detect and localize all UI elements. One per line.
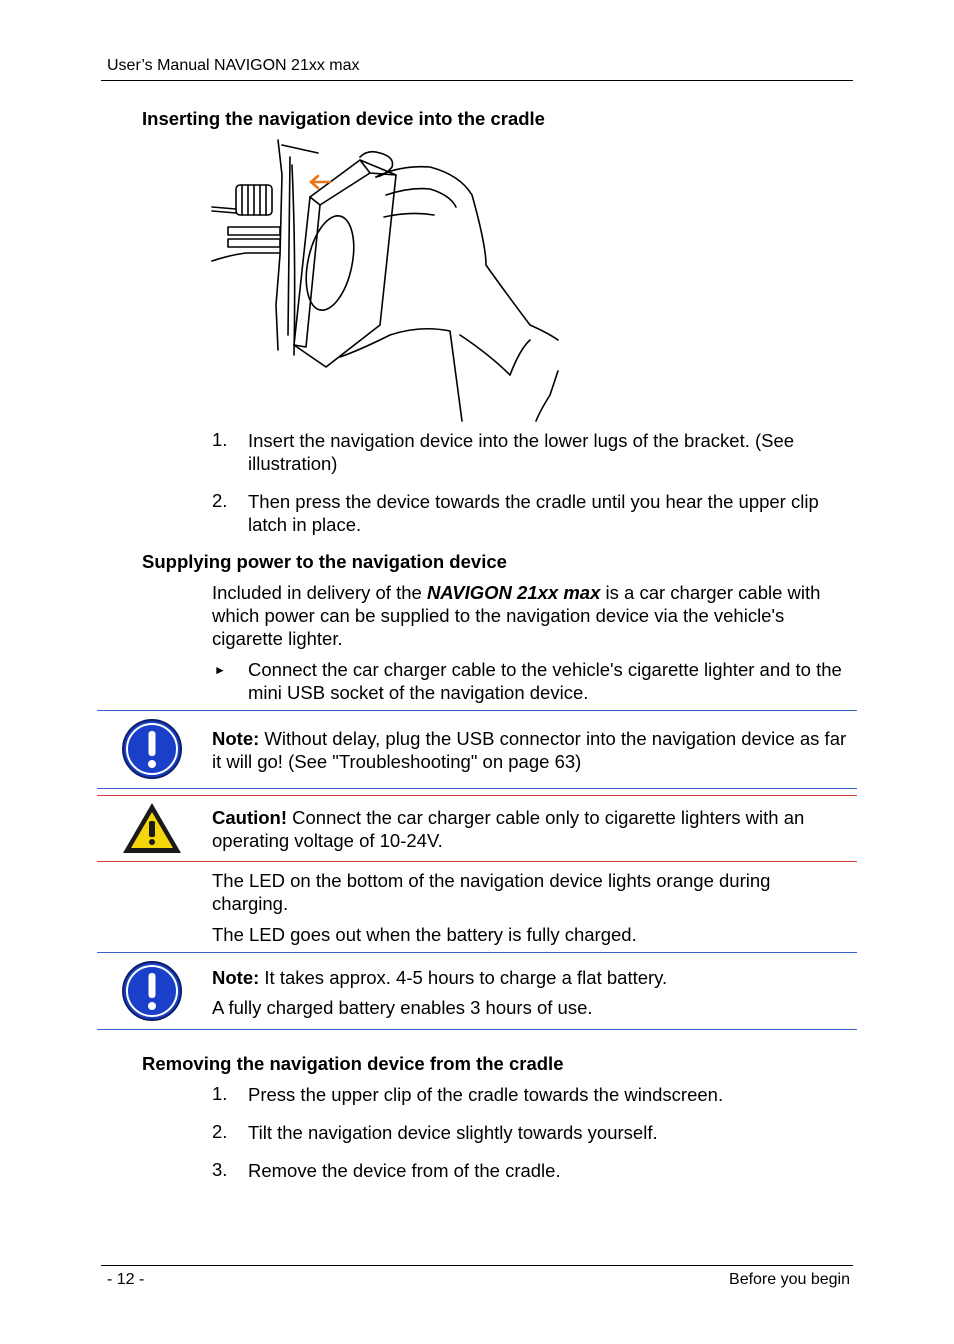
step-number: 1. <box>212 1083 228 1104</box>
step-text: Press the upper clip of the cradle towards the windscreen. <box>248 1084 724 1105</box>
warning-triangle-icon <box>120 800 184 856</box>
running-header: User’s Manual NAVIGON 21xx max <box>107 57 360 74</box>
bullet-text: Connect the car charger cable to the vehicle's cigarette lighter and to the mini USB socket of the navigation device. <box>248 659 842 703</box>
step-number: 1. <box>212 429 228 450</box>
chapter-title: Before you begin <box>729 1271 850 1288</box>
step-text: Then press the device towards the cradle until you hear the upper clip latch in place. <box>248 491 819 535</box>
bullet-arrow-icon: ► <box>214 663 226 677</box>
led-paragraph-1: The LED on the bottom of the navigation device lights orange during charging. <box>212 870 771 914</box>
note-paragraph-2: A fully charged battery enables 3 hours of use. <box>212 997 593 1018</box>
step-number: 3. <box>212 1159 228 1180</box>
caution-text: Caution! Connect the car charger cable only to cigarette lighters with an operating voltage of 10-24V. <box>212 807 805 851</box>
step-number: 2. <box>212 1121 228 1142</box>
caution-rule-top <box>97 795 857 796</box>
cradle-insertion-illustration <box>210 135 562 425</box>
footer-rule <box>101 1265 853 1266</box>
note-text: Note: Without delay, plug the USB connector into the navigation device as far it will go! (See "Troubleshooting" on page 63) <box>212 728 847 772</box>
led-paragraph-2: The LED goes out when the battery is fully charged. <box>212 924 637 945</box>
step-text: Insert the navigation device into the lower lugs of the bracket. (See illustration) <box>248 430 795 474</box>
section-heading-inserting: Inserting the navigation device into the cradle <box>142 108 545 129</box>
note-text: Note: It takes approx. 4-5 hours to charge a flat battery. <box>212 967 668 988</box>
note-rule-top <box>97 710 857 711</box>
step-text: Remove the device from of the cradle. <box>248 1160 561 1181</box>
section-heading-power: Supplying power to the navigation device <box>142 551 507 572</box>
exclamation-circle-icon <box>121 960 183 1022</box>
step-text: Tilt the navigation device slightly towards yourself. <box>248 1122 658 1143</box>
exclamation-circle-icon <box>121 718 183 780</box>
note-rule-bottom <box>97 1029 857 1030</box>
step-number: 2. <box>212 490 228 511</box>
section-heading-removing: Removing the navigation device from the cradle <box>142 1053 564 1074</box>
caution-rule-bottom <box>97 861 857 862</box>
note-rule-top <box>97 952 857 953</box>
power-intro: Included in delivery of the NAVIGON 21xx max is a car charger cable with which power can be supplied to the navigation device via the vehicle's cigarette lighter. <box>212 582 821 649</box>
page-number: - 12 - <box>107 1271 145 1288</box>
note-rule-bottom <box>97 788 857 789</box>
header-rule <box>101 80 853 81</box>
push-arrow-icon <box>311 176 330 188</box>
product-name: NAVIGON 21xx max <box>426 582 601 603</box>
